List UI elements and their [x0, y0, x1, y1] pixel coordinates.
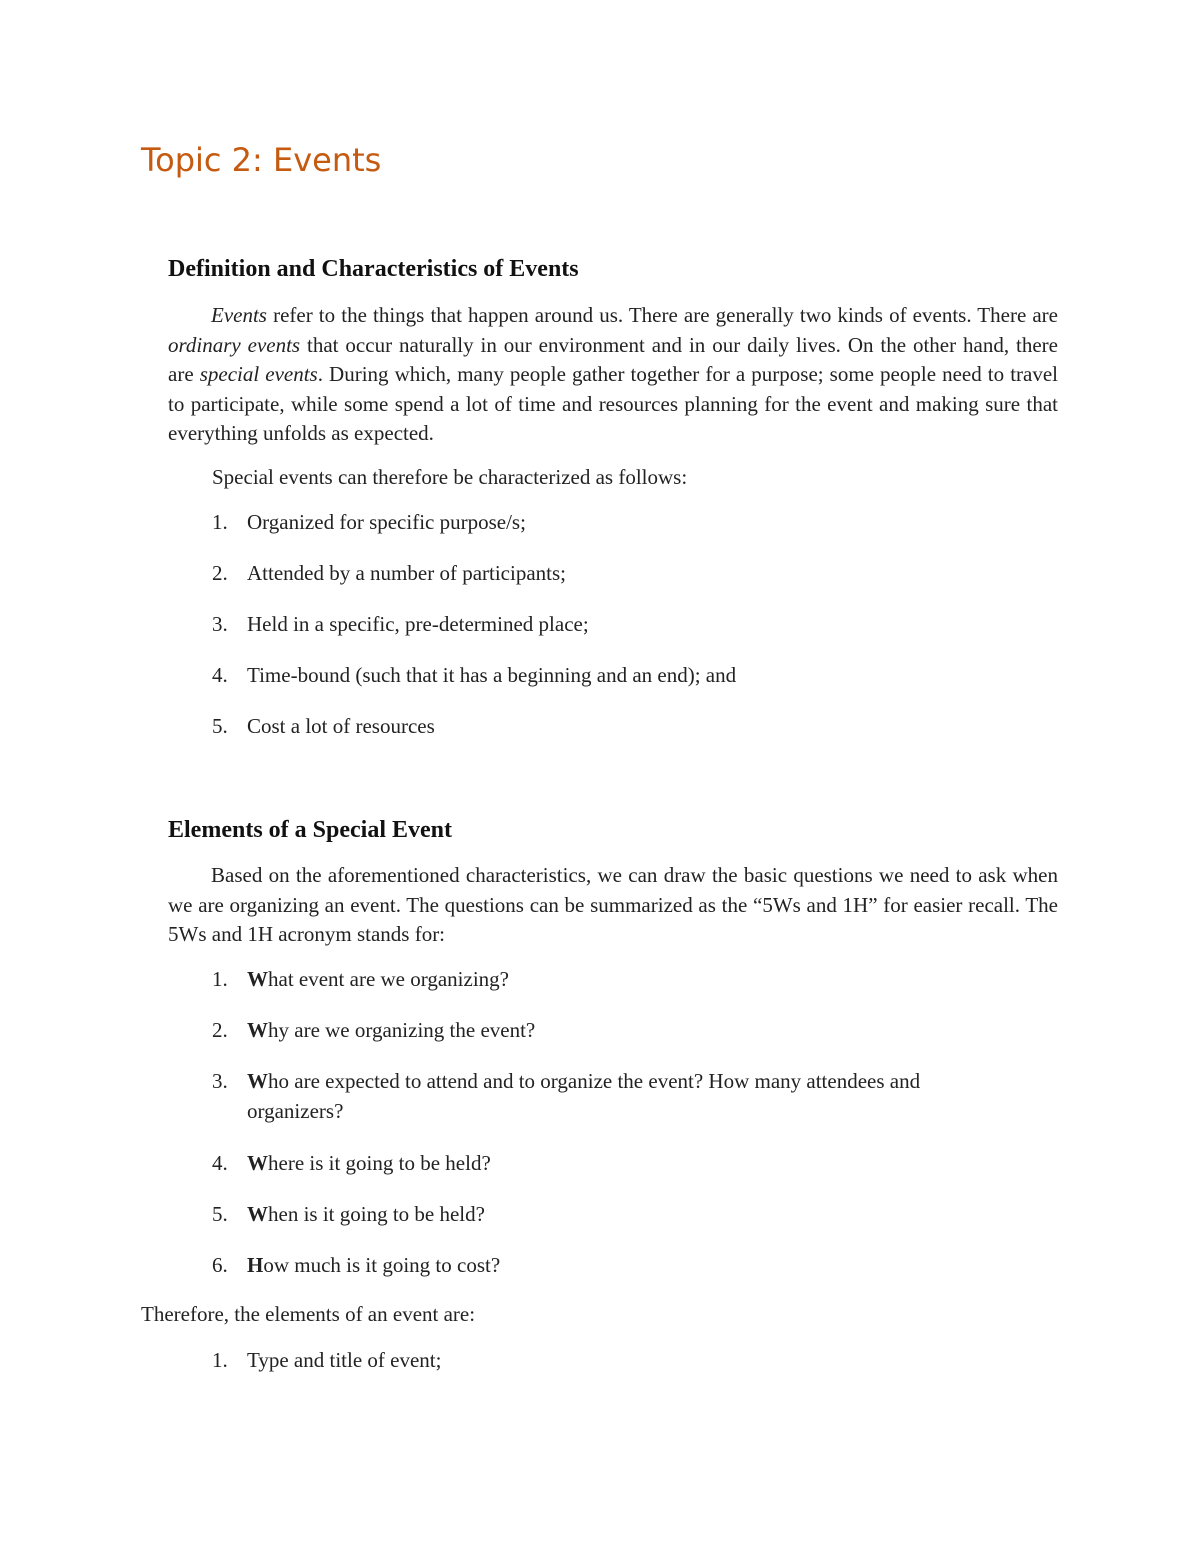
- list-item: 1. Organized for specific purpose/s;: [212, 510, 526, 534]
- definition-paragraph: Events refer to the things that happen around us. There are generally two kinds of events. There are ordinary events that occur naturally in our environment and in our daily lives. On the other hand, there are special events. During which, many people gather together for a purpose; some people need to travel to participate, while some spend a lot of time and resources planning for the event and making sure that everything unfolds as expected.: [168, 303, 1058, 445]
- question-item: 4. Where is it going to be held?: [212, 1151, 491, 1175]
- list-item: 2. Attended by a number of participants;: [212, 561, 566, 585]
- term-events: Events: [211, 303, 267, 327]
- section-heading-definition: Definition and Characteristics of Events: [168, 256, 579, 282]
- term-ordinary-events: ordinary events: [168, 332, 301, 357]
- question-item: 6. How much is it going to cost?: [212, 1253, 501, 1277]
- element-item: 1. Type and title of event;: [212, 1348, 442, 1372]
- list-item: 4. Time-bound (such that it has a beginning and an end); and: [212, 663, 737, 687]
- page-title: Topic 2: Events: [141, 141, 382, 179]
- term-special-events: special events: [199, 362, 318, 386]
- question-item: 1. What event are we organizing?: [212, 967, 509, 991]
- section-heading-elements: Elements of a Special Event: [168, 817, 452, 843]
- characteristics-lead: Special events can therefore be characterized as follows:: [212, 465, 688, 489]
- question-item: 2. Why are we organizing the event?: [212, 1018, 536, 1042]
- elements-paragraph: Based on the aforementioned characteristics, we can draw the basic questions we need to ask when we are organizing an event. The questions can be summarized as the “5Ws and 1H” for easier recall. The 5Ws and 1H acronym stands for:: [168, 863, 1058, 946]
- list-item: 3. Held in a specific, pre-determined place;: [212, 612, 589, 636]
- question-item: 5. When is it going to be held?: [212, 1202, 485, 1226]
- elements-lead: Therefore, the elements of an event are:: [141, 1302, 476, 1326]
- list-item: 5. Cost a lot of resources: [212, 714, 435, 738]
- question-item: 3. Who are expected to attend and to organize the event? How many attendees and organizers?: [212, 1069, 921, 1123]
